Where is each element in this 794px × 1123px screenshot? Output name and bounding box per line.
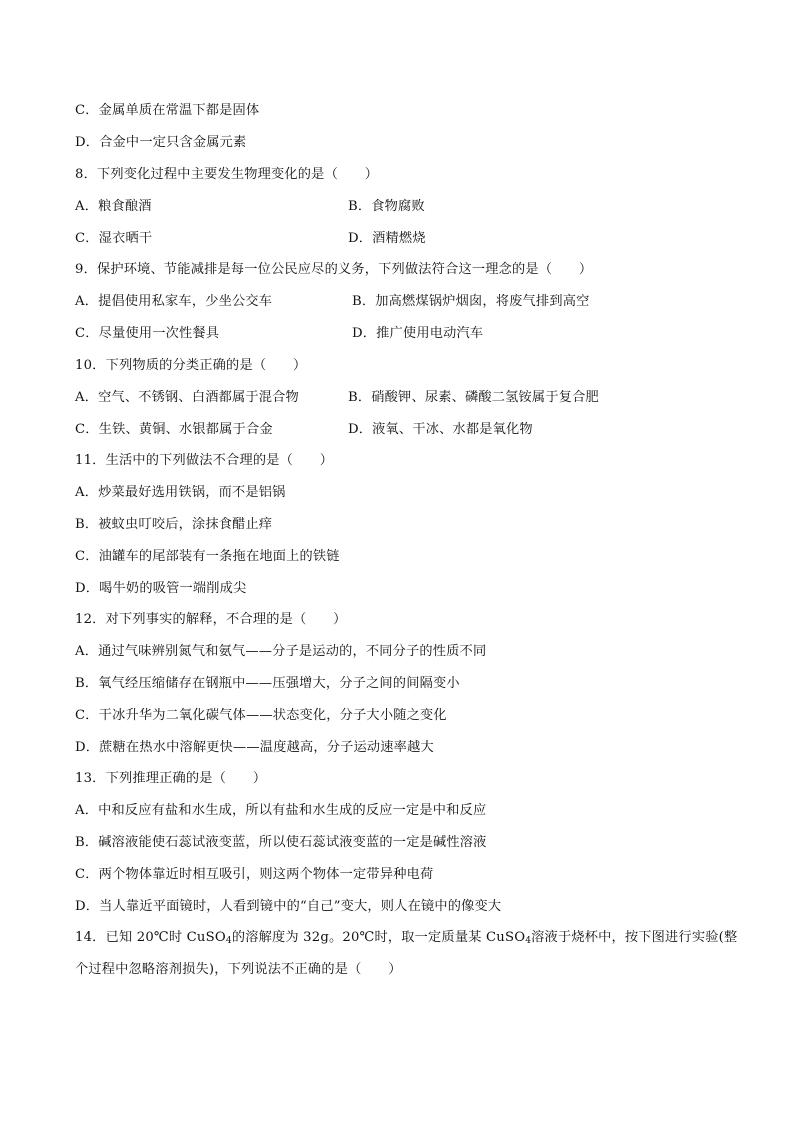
q12-option-c: C．干冰升华为二氧化碳气体——状态变化，分子大小随之变化 (75, 708, 447, 723)
q7-option-c: C．金属单质在常温下都是固体 (75, 103, 260, 118)
q11-option-b: B．被蚊虫叮咬后，涂抹食醋止痒 (75, 517, 273, 532)
q10-options-row1 (75, 386, 725, 410)
q12-option-a: A．通过气味辨别氮气和氨气——分子是运动的，不同分子的性质不同 (75, 644, 487, 659)
q12-stem: 12．对下列事实的解释，不合理的是（ ） (75, 612, 347, 627)
q13-option-b: B．碱溶液能使石蕊试液变蓝，所以使石蕊试液变蓝的一定是碱性溶液 (75, 835, 487, 850)
q12-option-b: B．氧气经压缩储存在钢瓶中——压强增大，分子之间的间隔变小 (75, 676, 460, 691)
q7-option-d: D．合金中一定只含金属元素 (75, 135, 247, 150)
q13-stem: 13．下列推理正确的是（ ） (75, 771, 267, 786)
q10-option-d: D．液氧、干冰、水都是氧化物 (348, 422, 533, 437)
q10-option-c: C．生铁、黄铜、水银都属于合金 (75, 422, 273, 437)
q10-option-b: B．硝酸钾、尿素、磷酸二氢铵属于复合肥 (348, 390, 599, 405)
q14-stem-line1: 14．已知 20℃时 CuSO$_4$的溶解度为 32g。20℃时，取一定质量某 CuSO$_4$溶液于烧杯中，按下图进行实验(整 (75, 930, 738, 946)
q11-option-d: D．喝牛奶的吸管一端削成尖 (75, 581, 247, 596)
q9-stem: 9．保护环境、节能减排是每一位公民应尽的义务，下列做法符合这一理念的是（ ） (75, 262, 593, 277)
q13-option-c: C．两个物体靠近时相互吸引，则这两个物体一定带异种电荷 (75, 867, 434, 882)
q12-option-d: D．蔗糖在热水中溶解更快——温度越高，分子运动速率越大 (75, 740, 434, 755)
q8-stem: 8．下列变化过程中主要发生物理变化的是（ ） (75, 167, 379, 182)
q11-option-a: A．炒菜最好选用铁锅，而不是铝锅 (75, 485, 286, 500)
q9-options-row2 (75, 322, 725, 346)
q8-option-b: B．食物腐败 (348, 199, 425, 214)
q9-option-c: C．尽量使用一次性餐具 (75, 326, 220, 341)
q13-option-d: D．当人靠近平面镜时，人看到镜中的“自己”变大，则人在镜中的像变大 (75, 899, 502, 914)
q11-stem: 11．生活中的下列做法不合理的是（ ） (75, 453, 334, 468)
q9-option-b: B．加高燃煤锅炉烟囱，将废气排到高空 (352, 294, 590, 309)
q8-option-c: C．湿衣晒干 (75, 231, 153, 246)
q10-options-row2 (75, 418, 725, 442)
q9-option-d: D．推广使用电动汽车 (352, 326, 484, 341)
q10-stem: 10．下列物质的分类正确的是（ ） (75, 358, 307, 373)
q14-stem-line2: 个过程中忽略溶剂损失)，下列说法不正确的是（ ） (75, 962, 402, 977)
q9-option-a: A．提倡使用私家车，少坐公交车 (75, 294, 273, 309)
q8-option-d: D．酒精燃烧 (348, 231, 426, 246)
q13-option-a: A．中和反应有盐和水生成，所以有盐和水生成的反应一定是中和反应 (75, 803, 487, 818)
q8-option-a: A．粮食酿酒 (75, 199, 152, 214)
q10-option-a: A．空气、不锈钢、白酒都属于混合物 (75, 390, 299, 405)
q8-options-row1 (75, 195, 725, 219)
q9-options-row1 (75, 290, 725, 314)
q11-option-c: C．油罐车的尾部装有一条拖在地面上的铁链 (75, 549, 340, 564)
q8-options-row2 (75, 227, 725, 251)
